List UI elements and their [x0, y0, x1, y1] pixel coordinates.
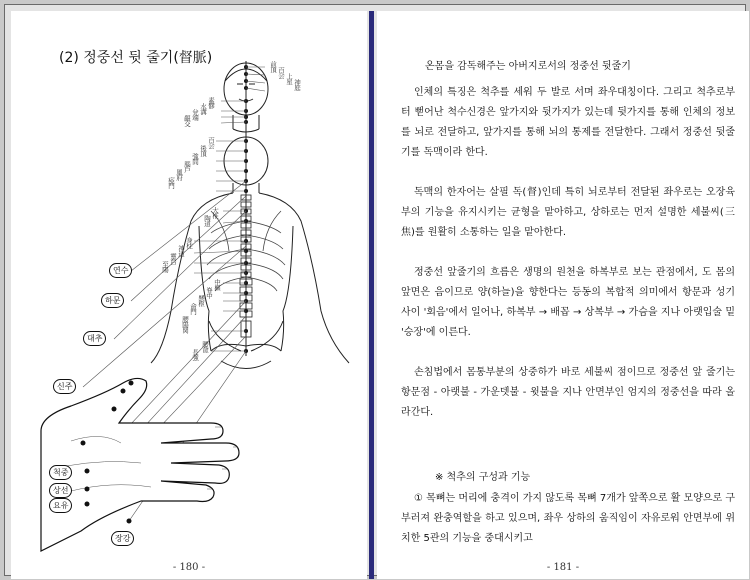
left-page: [11, 11, 367, 579]
acupoint-label: 瘂門: [167, 177, 175, 188]
acupoint-label: 中樞: [213, 279, 221, 290]
paragraph: 독맥의 한자어는 살필 독(督)인데 특히 뇌로부터 전달된 좌우로는 오장육부의 기능을 유지시키는 균형을 맡아하고, 상하로는 먼저 설명한 세불씨(三焦)를 원활히 소통하는 일을 맡아한다.: [401, 187, 735, 238]
hand-point-cheokjung: 척중: [49, 465, 72, 480]
paragraph: 손침법에서 몸통부분의 상중하가 바로 세불씨 점이므로 정중선 앞 줄기는 항문점 - 아랫불 - 가운뎃불 - 윗불을 지나 안면부인 엄지의 정중선을 따라 올라간다.: [401, 367, 735, 418]
acupoint-label: 腰兪: [201, 341, 209, 352]
acupoint-label: 素髎: [207, 97, 215, 108]
acupoint-label: 懸枢: [197, 295, 205, 306]
hand-point-janggang: 장강: [111, 531, 134, 546]
acupoint-label: 百会: [277, 67, 285, 78]
page-number: - 180 -: [172, 562, 206, 573]
paragraph: ① 목뼈는 머리에 충격이 가지 않도록 목뼈 7개가 앞쪽으로 활 모양으로 구부러져 완충역할을 하고 있으며, 좌우 상하의 움직임이 자유로워 안면부에 위치한 5관의 기능을 중대시키고: [401, 493, 735, 544]
acupoint-label: 命門: [189, 303, 197, 314]
acupoint-label: 脊中: [205, 287, 213, 298]
hand-point-yoyu: 요유: [49, 498, 72, 513]
acupoint-label: 神道: [177, 245, 185, 256]
acupoint-label: 大椎: [211, 207, 219, 218]
hand-point-daechu: 대추: [83, 331, 106, 346]
acupoint-label: 強間: [191, 153, 199, 164]
acupoint-label: 前頂: [269, 61, 277, 72]
acupoint-label: 身柱: [185, 237, 193, 248]
acupoint-label: 水溝: [199, 103, 207, 114]
section-title: 온몸을 감독해주는 아버지로서의 정중선 뒷줄기: [425, 61, 631, 72]
acupoint-label: 兌端: [191, 109, 199, 120]
hand-point-sangseon: 상선: [49, 483, 72, 498]
page-number: - 181 -: [546, 562, 580, 573]
hand-point-yeonsu: 연수: [109, 263, 132, 278]
acupoint-label: 陶道: [203, 215, 211, 226]
acupoint-label: 後頂: [199, 145, 207, 156]
paragraph: 정중선 앞줄기의 흐름은 생명의 원천을 하복부로 보는 관점에서, 도 몸의 앞면은 음이므로 양(하늘)을 향한다는 등동의 복합적 의미에서 항문과 성기 사이 '회음'에서 일어나, 하복부 → 배꼽 → 상복부 → 가슴을 지나 아랫입술 밑 '승장'에 이른다.: [401, 267, 735, 338]
acupoint-label: 齦交: [183, 115, 191, 126]
viewer-frame: [4, 4, 746, 576]
acupoint-label: 上星: [285, 73, 293, 84]
acupoint-label: 風府: [175, 169, 183, 180]
acupoint-label: 靈台: [169, 253, 177, 264]
paragraph: 인체의 특징은 척추를 세워 두 발로 서며 좌우대칭이다. 그리고 척추로부터 뻗어난 척수신경은 앞가지와 뒷가지가 있는데 뒷가지를 통해 인체의 정보를 뇌로 전달하고, 앞가지를 통해 뇌의 통제를 전달한다. 그래서 정중선 뒷줄기를 독맥이라 한다.: [401, 87, 735, 158]
subheading: ※ 척추의 구성과 기능: [435, 472, 531, 483]
acupoint-label: 腰陽関: [181, 316, 189, 333]
acupoint-label: 至陽: [161, 261, 169, 272]
page-binding: [369, 11, 374, 579]
hand-point-hamun: 하문: [101, 293, 124, 308]
acupoint-label: 神庭: [293, 79, 301, 90]
acupoint-label: 腦戶: [183, 161, 191, 172]
right-page: [377, 11, 749, 579]
acupoint-label: 長強: [191, 349, 199, 360]
page-heading: (2) 정중선 뒷 줄기(督脈): [59, 50, 213, 66]
acupoint-label: 百会: [207, 137, 215, 148]
hand-point-sinju: 신주: [53, 379, 76, 394]
